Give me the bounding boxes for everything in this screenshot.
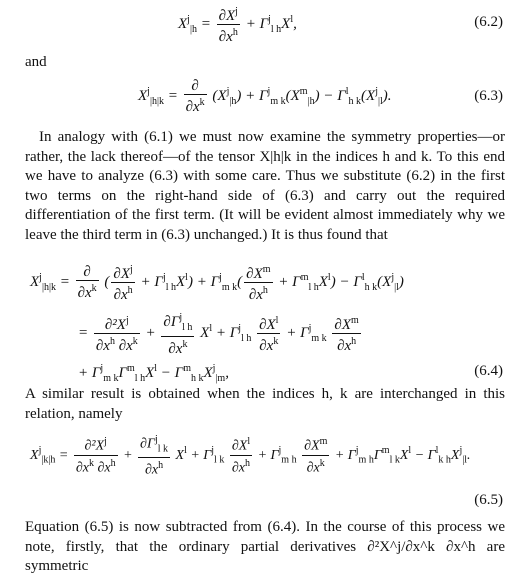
equation-6-2-body: $X^j_{|h}$ = $\frac{\partial X^j}{\partial x^h}$ + $\Gamma^j_{l h}X^l$, — [178, 6, 297, 45]
paragraph-3: Equation (6.5) is now subtracted from (6.4). In the course of this process we note, firstly, that the ordinary partial derivatives ∂²X^j/∂x^k ∂x^h are symmetric — [25, 519, 505, 574]
equation-number: (6.5) — [474, 492, 503, 508]
equation-6-4-line-1 — [0, 262, 519, 302]
connector-word: and — [25, 54, 47, 70]
equation-6-4-line-3-body: + $\Gamma^j_{m k}\Gamma^m_{l h}X^l - \Gamma^m_{h k}X^j_{|m}$, — [78, 363, 229, 384]
equation-6-3-body: $X^j_{|h|k}$ = $\frac{\partial}{\partial x^k}$ $(X^j_{|h}) + \Gamma^j_{m k}(X^m_{|h}) - \Gamma^l_{h k}(X^j_{|l})$. — [138, 78, 392, 115]
equation-6-5 — [0, 432, 519, 479]
paragraph-2: A similar result is obtained when the indices h, k are interchanged in this relation, namely — [25, 386, 505, 422]
paragraph-1: In analogy with (6.1) we must now examine the symmetry properties—or rather, the lack thereof—of the tensor X|h|k in the indices h and k. To this end we have to analyze (6.3) with some care. Thus we substitute (6.2) in the first two terms on the right-hand side of (6.3) and carry out the required differentiation of the first term. (It will be evident almost immediately why we leave the third term in (6.3) unchanged.) It is thus found that — [25, 129, 505, 243]
equation-6-4-line-2 — [0, 310, 519, 357]
equation-6-3 — [0, 78, 519, 118]
equation-6-5-number-row — [0, 492, 519, 512]
equation-6-4-line-2-body: = $\frac{\partial^2X^j}{\partial x^h \partial x^k}$ + $\frac{\partial\Gamma^j_{l h}}{\partial x^k}$ $X^l + \Gamma^j_{l h}$ $\frac{\partial X^l}{\partial x^k}$ + $\Gamma^j_{m k}$ $\frac{\partial X^m}{\partial x^h}$ — [78, 312, 359, 357]
equation-6-4-line-1-body: $X^j_{|h|k}$ = $\frac{\partial}{\partial x^k}$ ( $\frac{\partial X^j}{\partial x^h}$ + $\Gamma^j_{l h}X^l) + \Gamma^j_{m k}$( $\frac{\partial X^m}{\partial x^h}$ + $\Gamma^m_{l h}X^l) - \Gamma^l_{h k}(X^j_{|l})$ — [30, 264, 404, 303]
equation-6-2 — [0, 4, 519, 44]
equation-number: (6.2) — [474, 14, 503, 30]
fraction-6-2: $\frac{\partial X^j}{\partial x^h}$ — [218, 6, 238, 45]
equation-number: (6.4) — [474, 363, 503, 379]
fraction-6-3: $\frac{\partial}{\partial x^k}$ — [185, 78, 205, 115]
equation-6-5-body: $X^j_{|k|h}$ = $\frac{\partial^2X^j}{\partial x^k \partial x^h}$ + $\frac{\partial\Gamma^j_{l k}}{\partial x^h}$ $X^l + \Gamma^j_{l k}$ $\frac{\partial X^l}{\partial x^h}$ + $\Gamma^j_{m h}$ $\frac{\partial X^m}{\partial x^k}$ + $\Gamma^j_{m h}\Gamma^m_{l k}X^l - \Gamma^l_{k h}X^j_{|l}$. — [30, 434, 471, 479]
equation-number: (6.3) — [474, 88, 503, 104]
